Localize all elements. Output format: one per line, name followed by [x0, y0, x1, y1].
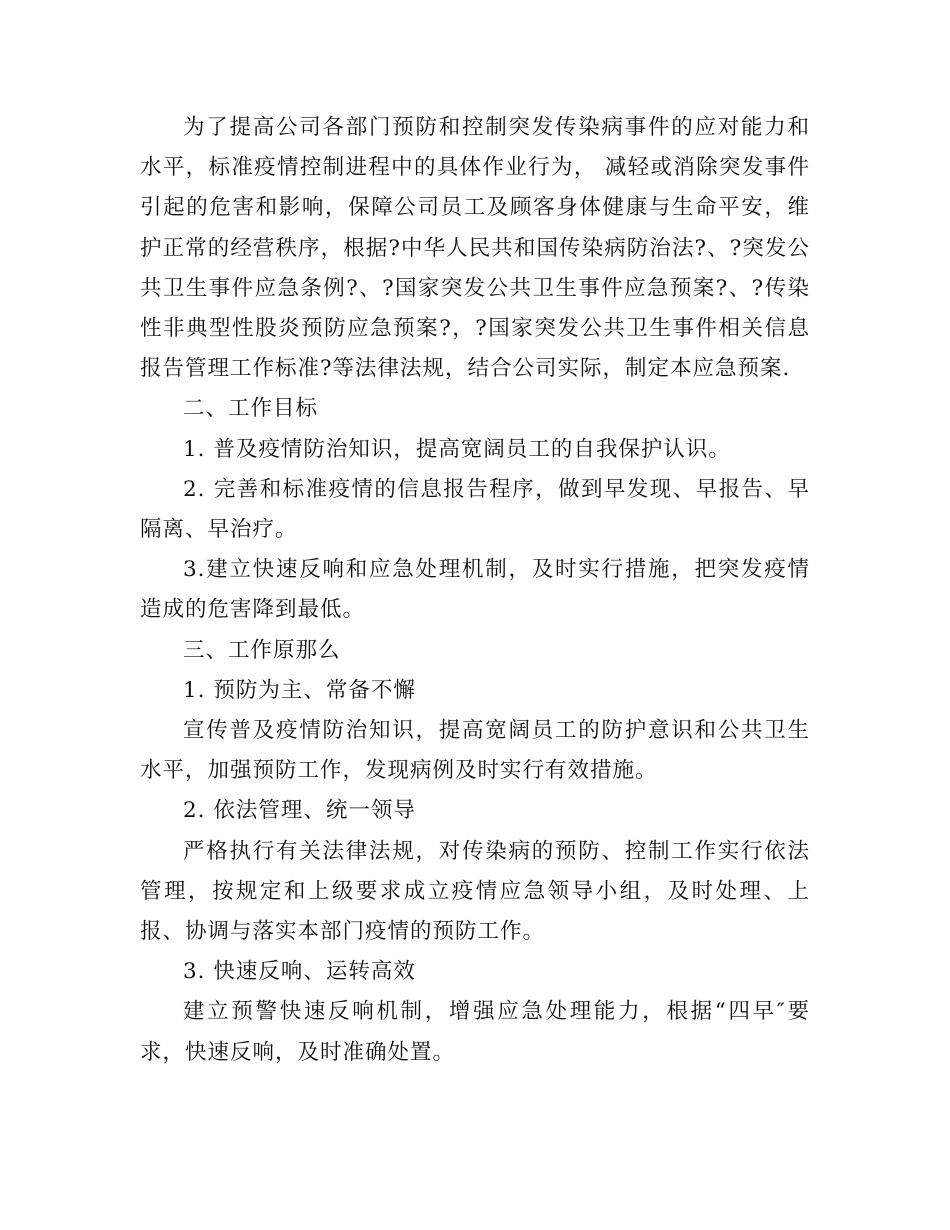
- section-heading-work-goals: 二、工作目标: [183, 396, 319, 422]
- principle-2-title: 2. 依法管理、统一领导: [183, 798, 416, 824]
- principle-1-title: 1. 预防为主、常备不懈: [183, 677, 416, 703]
- intro-paragraph: 为了提高公司各部门预防和控制突发传染病事件的应对能力和水平，标准疫情控制进程中的具体作业行为， 减轻或消除突发事件引起的危害和影响，保障公司员工及顾客身体健康与生命平安，维护正常的经营秩序，根据?中华人民共和国传染病防治法?、?突发公共卫生事件应急条例?、?国家突发公共卫生事件应急预案?、?传染性非典型性股炎预防应急预案?，?国家突发公共卫生事件相关信息报告管理工作标准?等法律法规，结合公司实际，制定本应急预案.: [140, 115, 810, 382]
- document-body: [140, 108, 810, 1073]
- goal-item-2: 2. 完善和标准疫情的信息报告程序，做到早发现、早报告、早隔离、早治疗。: [140, 476, 810, 543]
- principle-3-body: 建立预警快速反响机制，增强应急处理能力，根据“四早″要求，快速反响，及时准确处置。: [140, 999, 810, 1065]
- principle-3-title: 3. 快速反响、运转高效: [183, 959, 416, 985]
- section-heading-work-principles: 三、工作原那么: [183, 637, 341, 663]
- principle-2-body: 严格执行有关法律法规，对传染病的预防、控制工作实行依法管理，按规定和上级要求成立疫情应急领导小组，及时处理、上报、协调与落实本部门疫情的预防工作。: [140, 838, 810, 945]
- goal-item-1: 1. 普及疫情防治知识，提高宽阔员工的自我保护认识。: [183, 436, 731, 462]
- principle-1-body: 宣传普及疫情防治知识，提高宽阔员工的防护意识和公共卫生水平，加强预防工作，发现病例及时实行有效措施。: [140, 718, 810, 784]
- goal-item-3: 3.建立快速反响和应急处理机制，及时实行措施，把突发疫情造成的危害降到最低。: [140, 557, 810, 623]
